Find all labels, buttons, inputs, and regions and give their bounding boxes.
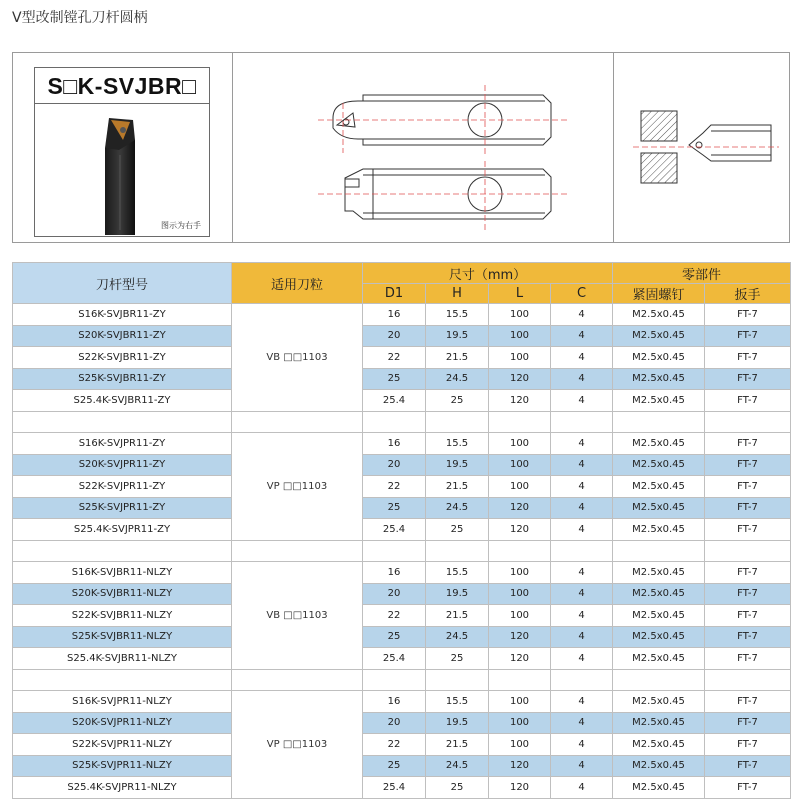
d1-cell: 16 [363, 691, 426, 713]
wrench-cell: FT-7 [705, 497, 791, 519]
c-cell: 4 [551, 347, 613, 369]
screw-cell: M2.5x0.45 [613, 347, 705, 369]
h-cell: 21.5 [426, 476, 489, 498]
l-cell: 100 [489, 605, 551, 627]
screw-cell: M2.5x0.45 [613, 304, 705, 326]
model-cell: S22K-SVJBR11-NLZY [13, 605, 232, 627]
spec-table [12, 262, 791, 799]
model-cell: S16K-SVJPR11-ZY [13, 433, 232, 455]
insert-cell: VP □□1103 [232, 691, 363, 799]
wrench-cell: FT-7 [705, 691, 791, 713]
l-cell: 100 [489, 454, 551, 476]
h-cell: 19.5 [426, 583, 489, 605]
c-cell: 4 [551, 626, 613, 648]
insert-cell: VP □□1103 [232, 433, 363, 541]
h-cell: 24.5 [426, 497, 489, 519]
d1-cell: 25 [363, 626, 426, 648]
d1-cell: 16 [363, 562, 426, 584]
table-row [13, 390, 791, 412]
header-wrench: 扳手 [705, 284, 791, 304]
group-spacer [13, 669, 791, 691]
model-cell: S20K-SVJPR11-ZY [13, 454, 232, 476]
c-cell: 4 [551, 497, 613, 519]
screw-cell: M2.5x0.45 [613, 454, 705, 476]
c-cell: 4 [551, 476, 613, 498]
wrench-cell: FT-7 [705, 390, 791, 412]
wrench-cell: FT-7 [705, 712, 791, 734]
wrench-cell: FT-7 [705, 325, 791, 347]
table-row [13, 562, 791, 584]
wrench-cell: FT-7 [705, 519, 791, 541]
screw-cell: M2.5x0.45 [613, 712, 705, 734]
l-cell: 120 [489, 390, 551, 412]
header-insert: 适用刀粒 [232, 263, 363, 304]
screw-cell: M2.5x0.45 [613, 583, 705, 605]
d1-cell: 25 [363, 755, 426, 777]
header-parts: 零部件 [613, 263, 791, 284]
table-row [13, 583, 791, 605]
wrench-cell: FT-7 [705, 734, 791, 756]
l-cell: 100 [489, 325, 551, 347]
h-cell: 15.5 [426, 691, 489, 713]
l-cell: 120 [489, 368, 551, 390]
wrench-cell: FT-7 [705, 777, 791, 799]
screw-cell: M2.5x0.45 [613, 691, 705, 713]
wrench-cell: FT-7 [705, 583, 791, 605]
model-cell: S20K-SVJPR11-NLZY [13, 712, 232, 734]
table-row [13, 712, 791, 734]
c-cell: 4 [551, 304, 613, 326]
wrench-cell: FT-7 [705, 476, 791, 498]
screw-cell: M2.5x0.45 [613, 562, 705, 584]
screw-cell: M2.5x0.45 [613, 626, 705, 648]
screw-cell: M2.5x0.45 [613, 519, 705, 541]
screw-cell: M2.5x0.45 [613, 390, 705, 412]
screw-cell: M2.5x0.45 [613, 497, 705, 519]
c-cell: 4 [551, 562, 613, 584]
c-cell: 4 [551, 691, 613, 713]
model-cell: S20K-SVJBR11-ZY [13, 325, 232, 347]
model-cell: S22K-SVJPR11-ZY [13, 476, 232, 498]
wrench-cell: FT-7 [705, 755, 791, 777]
boring-bar-photo [75, 110, 165, 235]
c-cell: 4 [551, 755, 613, 777]
table-row [13, 605, 791, 627]
c-cell: 4 [551, 454, 613, 476]
d1-cell: 25 [363, 497, 426, 519]
h-cell: 25 [426, 390, 489, 412]
product-card [34, 67, 210, 237]
l-cell: 120 [489, 626, 551, 648]
model-cell: S22K-SVJPR11-NLZY [13, 734, 232, 756]
d1-cell: 25.4 [363, 390, 426, 412]
table-row [13, 777, 791, 799]
table-row [13, 691, 791, 713]
wrench-cell: FT-7 [705, 433, 791, 455]
page-title: V型改制镗孔刀杆圆柄 [12, 10, 148, 26]
l-cell: 100 [489, 476, 551, 498]
model-cell: S22K-SVJBR11-ZY [13, 347, 232, 369]
insert-cell: VB □□1103 [232, 304, 363, 412]
wrench-cell: FT-7 [705, 368, 791, 390]
h-cell: 15.5 [426, 433, 489, 455]
l-cell: 100 [489, 734, 551, 756]
l-cell: 120 [489, 755, 551, 777]
table-row [13, 734, 791, 756]
model-cell: S16K-SVJBR11-NLZY [13, 562, 232, 584]
l-cell: 100 [489, 712, 551, 734]
h-cell: 15.5 [426, 562, 489, 584]
screw-cell: M2.5x0.45 [613, 433, 705, 455]
h-cell: 24.5 [426, 755, 489, 777]
header-c: C [551, 284, 613, 304]
h-cell: 19.5 [426, 454, 489, 476]
wrench-cell: FT-7 [705, 347, 791, 369]
c-cell: 4 [551, 777, 613, 799]
c-cell: 4 [551, 433, 613, 455]
screw-cell: M2.5x0.45 [613, 476, 705, 498]
h-cell: 24.5 [426, 368, 489, 390]
h-cell: 19.5 [426, 325, 489, 347]
screw-cell: M2.5x0.45 [613, 755, 705, 777]
c-cell: 4 [551, 368, 613, 390]
header-d1: D1 [363, 284, 426, 304]
h-cell: 25 [426, 777, 489, 799]
d1-cell: 25.4 [363, 777, 426, 799]
c-cell: 4 [551, 583, 613, 605]
screw-cell: M2.5x0.45 [613, 368, 705, 390]
d1-cell: 22 [363, 347, 426, 369]
screw-cell: M2.5x0.45 [613, 777, 705, 799]
wrench-cell: FT-7 [705, 648, 791, 670]
d1-cell: 25.4 [363, 519, 426, 541]
model-cell: S25.4K-SVJBR11-NLZY [13, 648, 232, 670]
h-cell: 19.5 [426, 712, 489, 734]
d1-cell: 20 [363, 325, 426, 347]
wrench-cell: FT-7 [705, 454, 791, 476]
c-cell: 4 [551, 712, 613, 734]
model-cell: S25K-SVJPR11-NLZY [13, 755, 232, 777]
header-l: L [489, 284, 551, 304]
model-cell: S16K-SVJBR11-ZY [13, 304, 232, 326]
d1-cell: 22 [363, 734, 426, 756]
h-cell: 24.5 [426, 626, 489, 648]
table-row [13, 497, 791, 519]
l-cell: 100 [489, 583, 551, 605]
header-dimensions: 尺寸（mm） [363, 263, 613, 284]
c-cell: 4 [551, 648, 613, 670]
model-cell: S25.4K-SVJPR11-NLZY [13, 777, 232, 799]
d1-cell: 22 [363, 476, 426, 498]
h-cell: 25 [426, 519, 489, 541]
spec-body [13, 304, 791, 799]
l-cell: 120 [489, 519, 551, 541]
wrench-cell: FT-7 [705, 626, 791, 648]
model-cell: S25K-SVJBR11-ZY [13, 368, 232, 390]
l-cell: 120 [489, 777, 551, 799]
l-cell: 100 [489, 433, 551, 455]
header-model: 刀杆型号 [13, 263, 232, 304]
l-cell: 100 [489, 562, 551, 584]
header-screw: 紧固螺钉 [613, 284, 705, 304]
wrench-cell: FT-7 [705, 304, 791, 326]
d1-cell: 25 [363, 368, 426, 390]
wrench-cell: FT-7 [705, 562, 791, 584]
table-row [13, 304, 791, 326]
diagram-panel [12, 52, 790, 243]
h-cell: 25 [426, 648, 489, 670]
c-cell: 4 [551, 325, 613, 347]
h-cell: 21.5 [426, 347, 489, 369]
table-row [13, 626, 791, 648]
model-cell: S20K-SVJBR11-NLZY [13, 583, 232, 605]
product-code: S□K-SVJBR□ [35, 68, 209, 104]
model-cell: S25K-SVJPR11-ZY [13, 497, 232, 519]
table-row [13, 325, 791, 347]
table-row [13, 519, 791, 541]
model-cell: S25.4K-SVJBR11-ZY [13, 390, 232, 412]
group-spacer [13, 540, 791, 562]
header-h: H [426, 284, 489, 304]
model-cell: S16K-SVJPR11-NLZY [13, 691, 232, 713]
table-row [13, 347, 791, 369]
table-row [13, 476, 791, 498]
table-row [13, 454, 791, 476]
model-cell: S25.4K-SVJPR11-ZY [13, 519, 232, 541]
c-cell: 4 [551, 734, 613, 756]
c-cell: 4 [551, 519, 613, 541]
c-cell: 4 [551, 605, 613, 627]
screw-cell: M2.5x0.45 [613, 605, 705, 627]
table-row [13, 648, 791, 670]
wrench-cell: FT-7 [705, 605, 791, 627]
d1-cell: 20 [363, 454, 426, 476]
table-row [13, 368, 791, 390]
d1-cell: 20 [363, 583, 426, 605]
l-cell: 120 [489, 648, 551, 670]
d1-cell: 16 [363, 304, 426, 326]
group-spacer [13, 411, 791, 433]
l-cell: 120 [489, 497, 551, 519]
d1-cell: 16 [363, 433, 426, 455]
d1-cell: 22 [363, 605, 426, 627]
l-cell: 100 [489, 691, 551, 713]
table-row [13, 755, 791, 777]
technical-drawing [313, 83, 573, 233]
photo-caption: 图示为右手 [161, 221, 201, 230]
h-cell: 21.5 [426, 605, 489, 627]
model-cell: S25K-SVJBR11-NLZY [13, 626, 232, 648]
table-row [13, 433, 791, 455]
h-cell: 15.5 [426, 304, 489, 326]
h-cell: 21.5 [426, 734, 489, 756]
d1-cell: 25.4 [363, 648, 426, 670]
bore-section-drawing [631, 103, 781, 193]
screw-cell: M2.5x0.45 [613, 325, 705, 347]
insert-cell: VB □□1103 [232, 562, 363, 670]
screw-cell: M2.5x0.45 [613, 734, 705, 756]
l-cell: 100 [489, 347, 551, 369]
l-cell: 100 [489, 304, 551, 326]
screw-cell: M2.5x0.45 [613, 648, 705, 670]
c-cell: 4 [551, 390, 613, 412]
d1-cell: 20 [363, 712, 426, 734]
